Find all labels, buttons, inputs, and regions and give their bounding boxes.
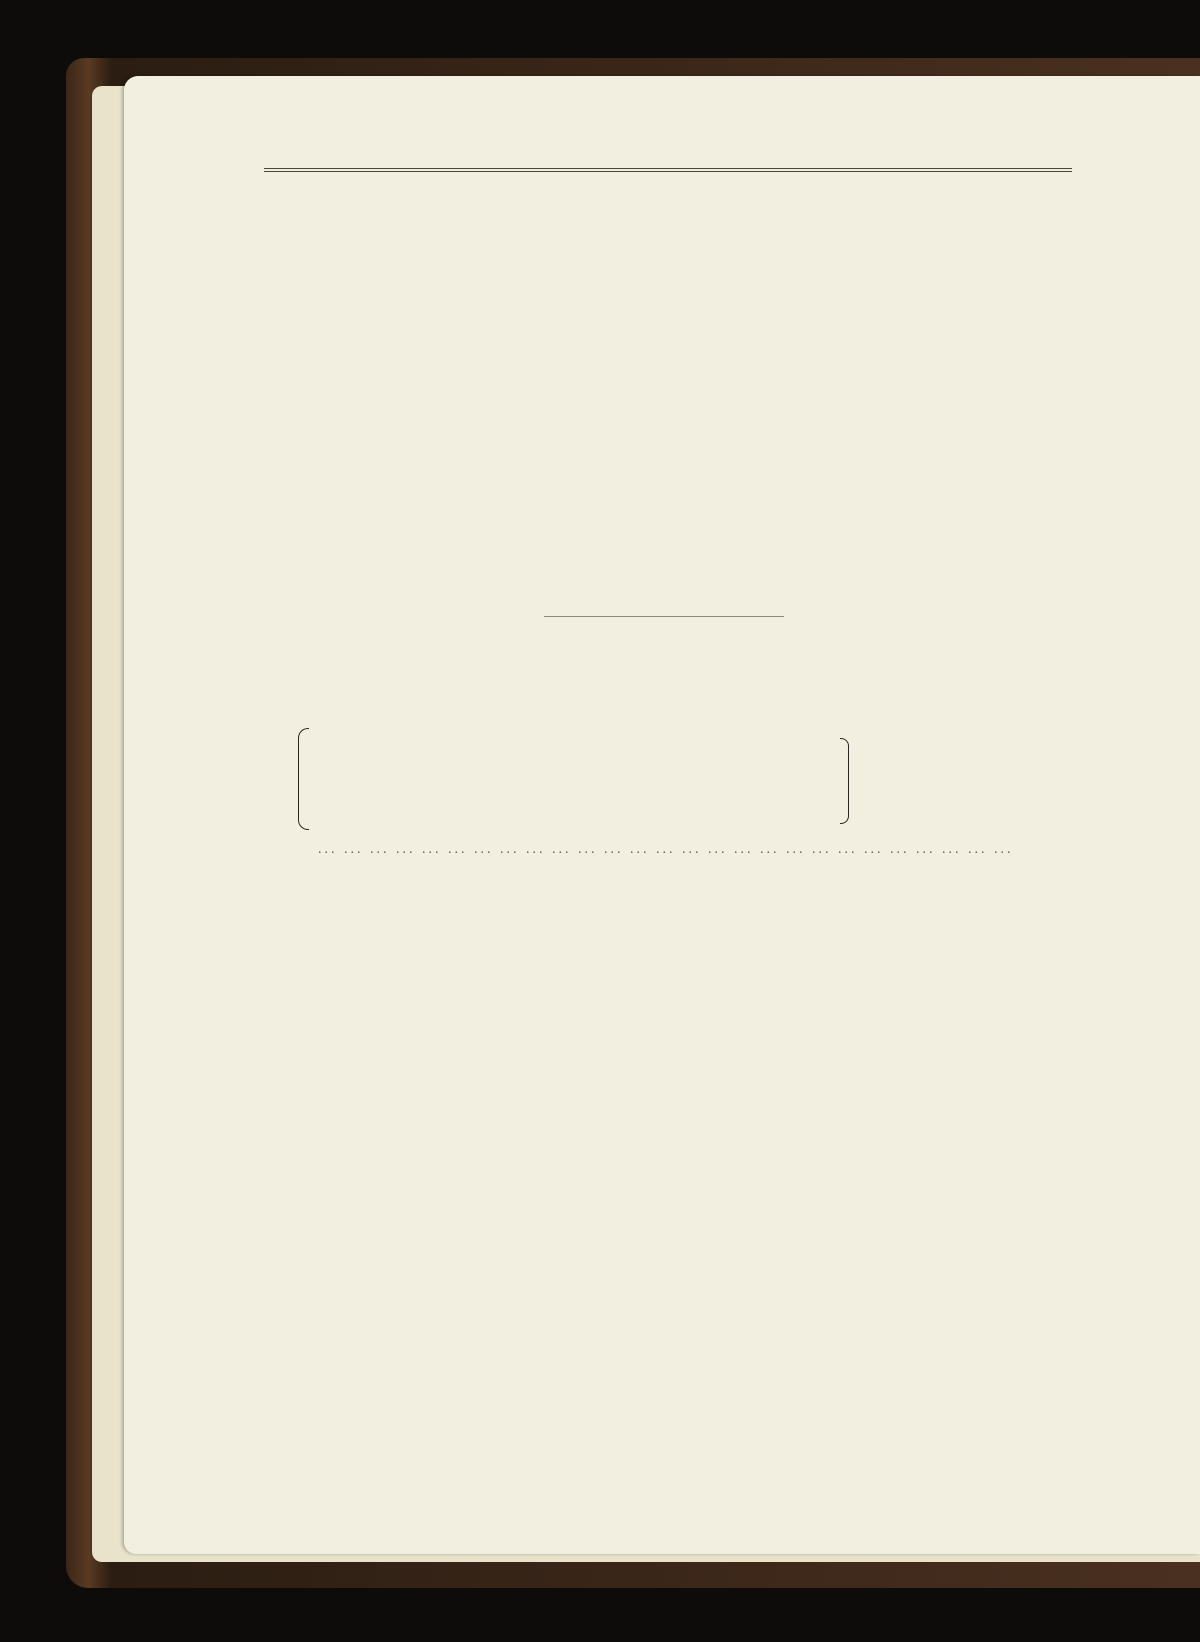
left-brace: [298, 728, 309, 830]
header-rule: [264, 168, 1072, 172]
entry-group-1110: [250, 724, 1062, 836]
right-brace: [840, 738, 849, 824]
dot-leader: [312, 836, 1062, 864]
catalogue-entry: [250, 836, 1062, 864]
section-divider: [544, 616, 784, 617]
catalogue-page: [124, 76, 1200, 1554]
miniatures-list: [250, 724, 1062, 864]
